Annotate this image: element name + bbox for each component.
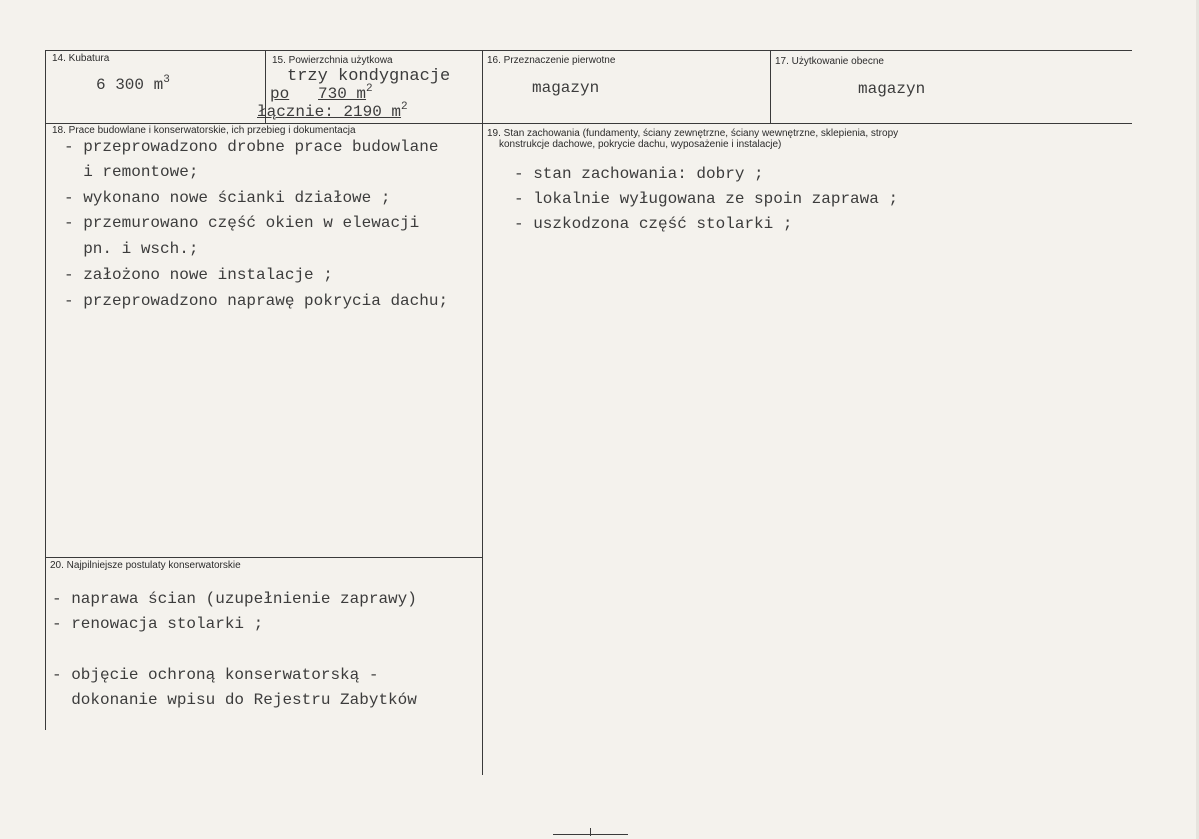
kubatura-value (96, 76, 170, 96)
kubatura-unit-exponent: 3 (163, 74, 170, 86)
uzytkowanie-value: magazyn (858, 80, 926, 98)
stan-item: - lokalnie wyługowana ze spoin zaprawa ; (514, 190, 899, 208)
postulaty-label: 20. Najpilniejsze postulaty konserwatorskie (50, 560, 241, 571)
prace-item: - przemurowano część okien w elewacji (64, 214, 420, 232)
przeznaczenie-label: 16. Przeznaczenie pierwotne (487, 55, 616, 66)
powierzchnia-total: łącznie: 2190 m (257, 103, 402, 121)
prace-item: - założono nowe instalacje ; (64, 266, 333, 284)
prace-item: - przeprowadzono naprawę pokrycia dachu; (64, 292, 449, 310)
prace-label: 18. Prace budowlane i konserwatorskie, ich przebieg i dokumentacja (52, 125, 356, 136)
mid-rule (45, 123, 1132, 124)
prace-item: - przeprowadzono drobne prace budowlane (64, 138, 439, 156)
kubatura-label: 14. Kubatura (52, 53, 110, 64)
powierzchnia-line3 (257, 103, 408, 123)
stan-label-line1: 19. Stan zachowania (fundamenty, ściany zewnętrzne, ściany wewnętrzne, sklepienia, stropy (487, 128, 899, 139)
powierzchnia-line2-prefix: po (270, 85, 290, 103)
powierzchnia-line2-exponent: 2 (366, 83, 373, 95)
przeznaczenie-value: magazyn (532, 79, 600, 97)
prace-item: - wykonano nowe ścianki działowe ; (64, 189, 391, 207)
postulaty-item: dokonanie wpisu do Rejestru Zabytków (52, 691, 417, 709)
uzytkowanie-label: 17. Użytkowanie obecne (775, 56, 884, 67)
stan-label-line2: konstrukcje dachowe, pokrycie dachu, wyposażenie i instalacje) (499, 139, 782, 150)
stan-item: - uszkodzona część stolarki ; (514, 215, 793, 233)
powierzchnia-line2-value: 730 m (318, 85, 367, 103)
bottom-tick-mark (590, 828, 591, 836)
kubatura-number: 6 300 m (96, 76, 164, 94)
section-20-rule (45, 557, 482, 558)
powierzchnia-total-exponent: 2 (401, 101, 408, 113)
powierzchnia-line1: trzy kondygnacje (287, 67, 451, 86)
stan-item: - stan zachowania: dobry ; (514, 165, 764, 183)
postulaty-item: - naprawa ścian (uzupełnienie zaprawy) (52, 590, 417, 608)
postulaty-item: - renowacja stolarki ; (52, 615, 264, 633)
divider-main (482, 50, 483, 775)
prace-item: i remontowe; (64, 163, 199, 181)
prace-item: pn. i wsch.; (64, 240, 199, 258)
divider-16-17 (770, 50, 771, 123)
powierzchnia-line2 (270, 85, 373, 105)
left-border (45, 50, 46, 730)
top-rule (45, 50, 1132, 51)
powierzchnia-label: 15. Powierzchnia użytkowa (272, 55, 393, 66)
postulaty-item: - objęcie ochroną konserwatorską - (52, 666, 379, 684)
